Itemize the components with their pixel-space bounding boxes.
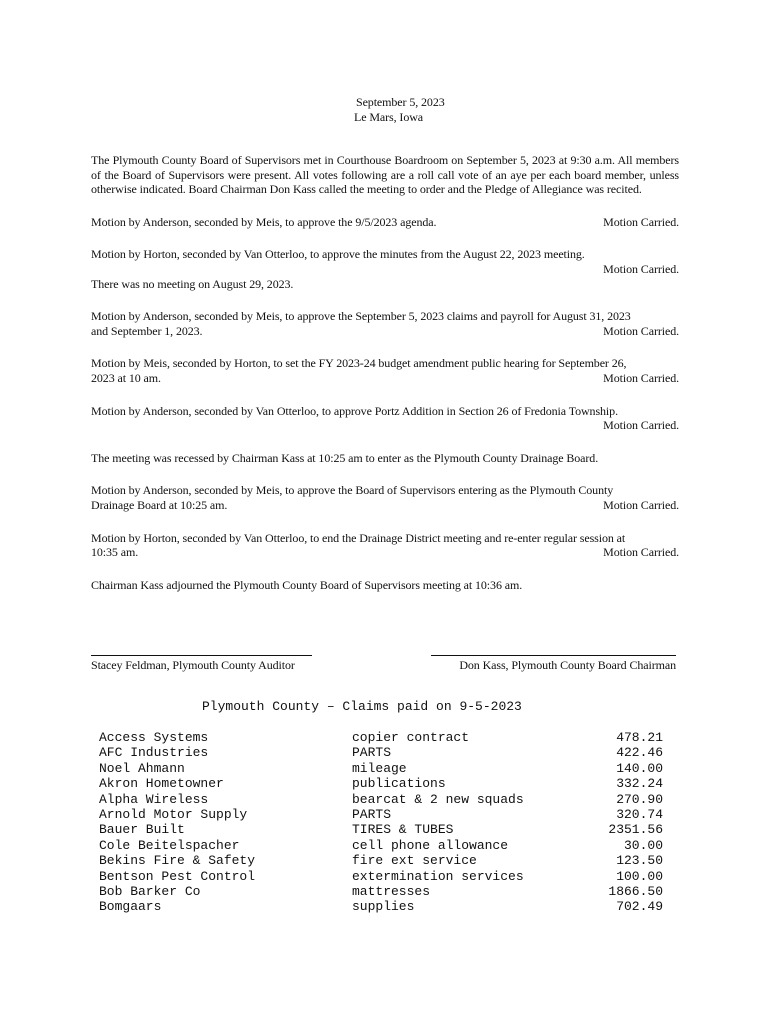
claim-description: cell phone allowance (352, 837, 509, 853)
table-row (99, 869, 663, 884)
motion-text-cont: and September 1, 2023. (91, 323, 203, 338)
table-row (99, 884, 663, 899)
motion-text-cont: Drainage Board at 10:25 am. (91, 497, 228, 512)
motion-drainage-exit (91, 531, 679, 560)
claim-description: fire ext service (352, 853, 477, 869)
motion-text: Motion by Anderson, seconded by Meis, to approve the September 5, 2023 claims and payroll for August 31, 2023 (91, 309, 631, 324)
table-row (99, 822, 663, 837)
motion-result: Motion Carried. (603, 418, 679, 433)
claim-description: bearcat & 2 new squads (352, 791, 524, 807)
claim-vendor: Alpha Wireless (99, 791, 209, 807)
claim-vendor: Arnold Motor Supply (99, 806, 248, 822)
claim-vendor: Noel Ahmann (99, 760, 185, 776)
motion-text: Motion by Horton, seconded by Van Otterloo, to end the Drainage District meeting and re-enter regular session at (91, 530, 626, 545)
claim-description: copier contract (352, 730, 470, 745)
claim-amount: 422.46 (616, 745, 663, 761)
claim-vendor: Bekins Fire & Safety (99, 853, 256, 869)
auditor-name: Stacey Feldman, Plymouth County Auditor (91, 658, 295, 672)
auditor-signature (91, 645, 312, 673)
motion-drainage-enter (91, 483, 679, 512)
chairman-signature (431, 645, 676, 673)
claim-amount: 123.50 (616, 853, 663, 869)
chairman-name: Don Kass, Plymouth County Board Chairman (459, 658, 676, 672)
document-header (0, 95, 770, 124)
motion-claims (91, 309, 679, 338)
motion-result: Motion Carried. (603, 214, 679, 229)
signature-block (91, 645, 681, 675)
claim-description: TIRES & TUBES (352, 822, 454, 838)
motion-text-cont: 2023 at 10 am. (91, 370, 161, 385)
meeting-location: Le Mars, Iowa (354, 109, 424, 124)
claim-description: publications (352, 776, 446, 792)
claim-amount: 270.90 (616, 791, 663, 807)
claim-description: mileage (352, 760, 407, 776)
claim-amount: 478.21 (616, 730, 663, 745)
claim-amount: 702.49 (616, 899, 663, 915)
claim-vendor: Bob Barker Co (99, 883, 201, 899)
meeting-minutes (91, 153, 679, 610)
claim-vendor: Bomgaars (99, 899, 162, 915)
claims-table (99, 730, 663, 915)
motion-budget-hearing (91, 356, 679, 385)
motion-text: Motion by Anderson, seconded by Van Otterloo, to approve Portz Addition in Section 26 of Fredonia Township. (91, 403, 618, 418)
claim-vendor: Bauer Built (99, 822, 185, 838)
table-row (99, 807, 663, 822)
motion-portz-addition (91, 404, 679, 433)
motion-minutes-approval (91, 247, 679, 276)
claim-amount: 100.00 (616, 868, 663, 884)
claim-amount: 1866.50 (608, 883, 663, 899)
table-row (99, 745, 663, 760)
motion-result: Motion Carried. (603, 370, 679, 385)
claim-amount: 332.24 (616, 776, 663, 792)
claim-vendor: Bentson Pest Control (99, 868, 256, 884)
motion-text: Motion by Anderson, seconded by Meis, to approve the Board of Supervisors entering as the Plymouth County (91, 483, 614, 498)
claim-description: PARTS (352, 806, 392, 822)
motion-result: Motion Carried. (603, 323, 679, 338)
claims-title: Plymouth County – Claims paid on 9-5-2023 (202, 699, 522, 714)
adjourn-note: Chairman Kass adjourned the Plymouth County Board of Supervisors meeting at 10:36 am. (91, 577, 523, 592)
claim-amount: 2351.56 (608, 822, 663, 838)
claim-description: mattresses (352, 883, 431, 899)
no-meeting-note: There was no meeting on August 29, 2023. (91, 276, 294, 291)
claim-amount: 30.00 (623, 837, 663, 853)
signature-line (431, 645, 676, 656)
meeting-date: September 5, 2023 (356, 95, 445, 109)
intro-paragraph: The Plymouth County Board of Supervisors met in Courthouse Boardroom on September 5, 2023 at 9:30 a.m. All members of the Board of Supervisors were present. All votes following are a roll call vote of an aye per each board member, unless otherwise indicated. Board Chairman Don Kass called the meeting to order and the Pledge of Allegiance was recited. (91, 153, 679, 197)
claim-amount: 320.74 (616, 806, 663, 822)
claim-description: PARTS (352, 745, 392, 761)
table-row (99, 899, 663, 914)
motion-result: Motion Carried. (603, 497, 679, 512)
table-row (99, 838, 663, 853)
claim-vendor: Cole Beitelspacher (99, 837, 240, 853)
claim-vendor: Akron Hometowner (99, 776, 224, 792)
claim-vendor: Access Systems (99, 730, 209, 745)
motion-result: Motion Carried. (603, 261, 679, 276)
motion-text: Motion by Meis, seconded by Horton, to set the FY 2023-24 budget amendment public hearing for September 26, (91, 356, 627, 371)
table-row (99, 792, 663, 807)
claim-vendor: AFC Industries (99, 745, 209, 761)
motion-result: Motion Carried. (603, 545, 679, 560)
table-row (99, 761, 663, 776)
table-row (99, 853, 663, 868)
table-row (99, 730, 663, 745)
motion-text-cont: 10:35 am. (91, 545, 139, 560)
claim-description: extermination services (352, 868, 524, 884)
claim-amount: 140.00 (616, 760, 663, 776)
motion-agenda (91, 215, 679, 230)
motion-text: Motion by Horton, seconded by Van Otterloo, to approve the minutes from the August 22, 2023 meeting. (91, 247, 585, 262)
claim-description: supplies (352, 899, 415, 915)
table-row (99, 776, 663, 791)
recess-note: The meeting was recessed by Chairman Kass at 10:25 am to enter as the Plymouth County Drainage Board. (91, 450, 599, 465)
signature-line (91, 645, 312, 656)
motion-text: Motion by Anderson, seconded by Meis, to approve the 9/5/2023 agenda. (91, 214, 437, 229)
